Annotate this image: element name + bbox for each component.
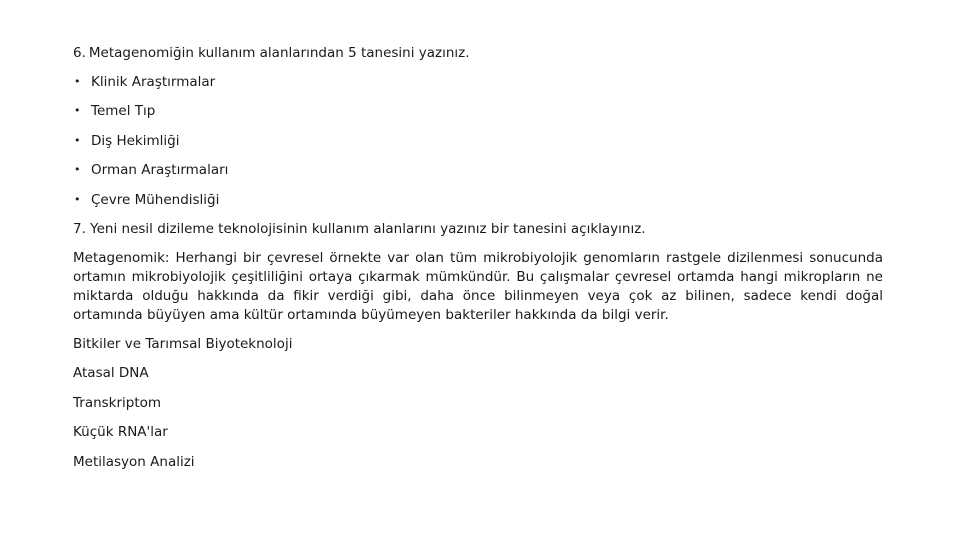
list-item: Transkriptom — [73, 394, 162, 411]
bullet-icon: • — [74, 75, 81, 88]
bullet-icon: • — [74, 133, 81, 147]
document-page — [73, 44, 883, 482]
list-item-text: Çevre Mühendisliği — [91, 191, 220, 208]
bullet-icon: • — [74, 104, 81, 118]
bullet-icon: • — [74, 192, 81, 206]
list-item — [73, 132, 883, 150]
question-6-answer-list — [73, 73, 883, 209]
list-item: Bitkiler ve Tarımsal Biyoteknoloji — [73, 335, 293, 352]
list-item — [73, 102, 883, 120]
bullet-icon: • — [74, 163, 81, 177]
question-7: 7. Yeni nesil dizileme teknolojisinin kullanım alanlarını yazınız bir tanesini açıklayınız. — [73, 220, 646, 237]
list-item-text: Temel Tıp — [91, 103, 156, 120]
list-item: Metilasyon Analizi — [73, 453, 195, 470]
list-item — [73, 73, 883, 91]
question-7-items — [73, 335, 883, 471]
list-item: Atasal DNA — [73, 365, 149, 382]
list-item: Küçük RNA'lar — [73, 424, 168, 441]
question-6-text: Metagenomiğin kullanım alanlarından 5 tanesini yazınız. — [88, 45, 470, 61]
question-6-number: 6. — [73, 45, 86, 61]
list-item-text: Klinik Araştırmalar — [91, 74, 216, 90]
list-item-text: Orman Araştırmaları — [91, 162, 229, 179]
list-item — [73, 161, 883, 179]
list-item-text: Diş Hekimliği — [91, 132, 180, 149]
question-6 — [73, 44, 883, 62]
question-7-paragraph: Metagenomik: Herhangi bir çevresel örnekte var olan tüm mikrobiyolojik genomların rastgele dizilenmesi sonucunda ortamın mikrobiyolojik çeşitliliğini ortaya çıkarmak mümkündür. Bu çalışmalar çevresel ortamda hangi mikropların ne miktarda olduğu hakkında da fikir verdiği gibi, daha önce bilinmeyen veya çok az bilinen, sadece kendi doğal ortamında büyüyen ama kültür ortamında büyümeyen bakteriler hakkında da bilgi verir. — [73, 249, 883, 323]
list-item — [73, 191, 883, 209]
